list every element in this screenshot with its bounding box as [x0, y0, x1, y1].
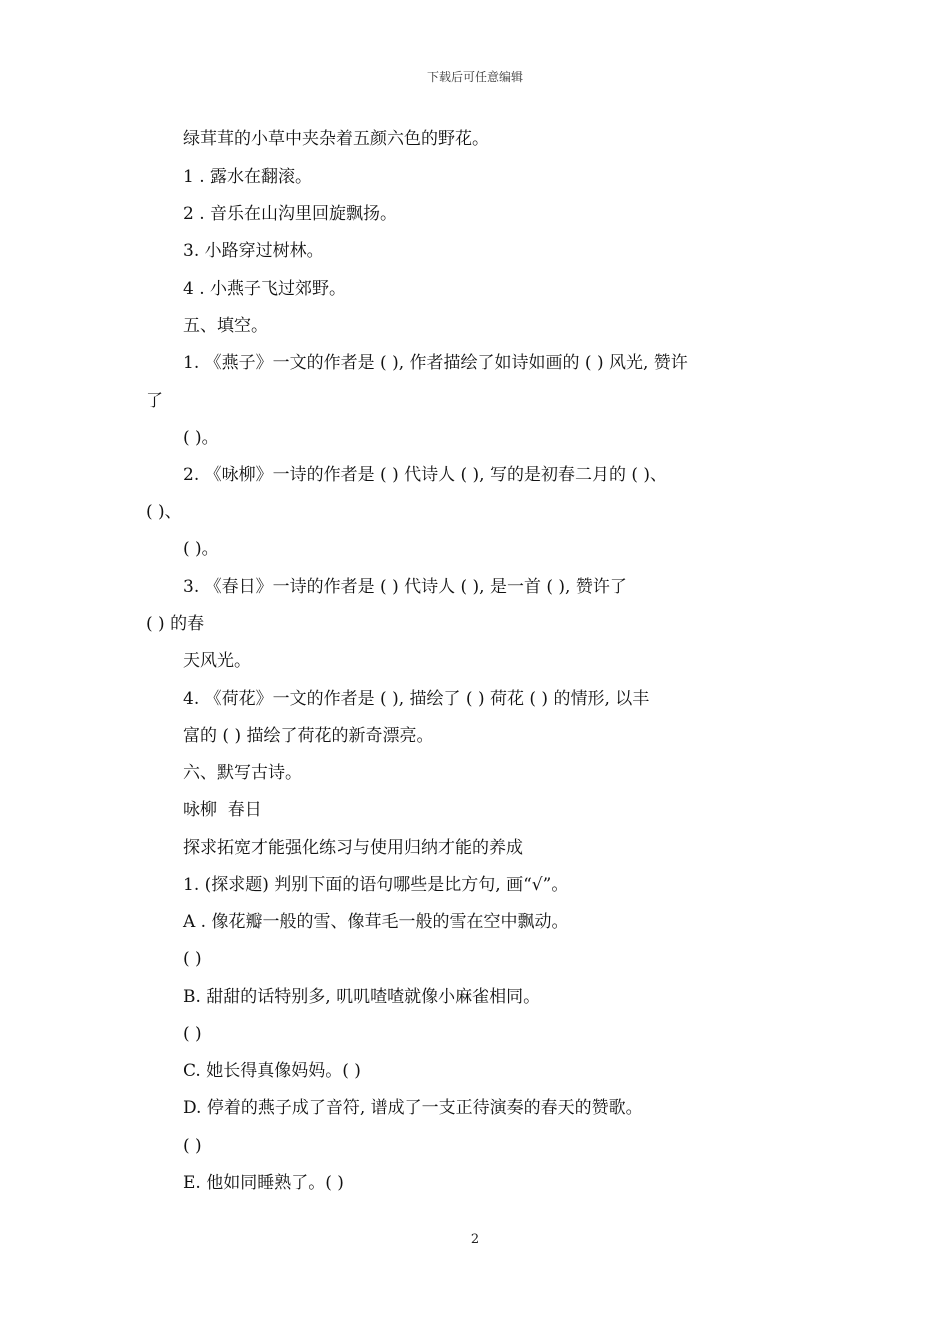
text-line: ( )、	[146, 502, 182, 522]
text-line: ( )	[183, 1136, 202, 1156]
text-line: 探求拓宽才能强化练习与使用归纳才能的养成	[183, 838, 523, 858]
text-line: 4 . 小燕子飞过郊野。	[183, 279, 347, 299]
text-line: 咏柳 春日	[183, 800, 262, 820]
text-line: 1. (探求题) 判别下面的语句哪些是比方句, 画“√”。	[183, 875, 569, 895]
text-line: 1. 《燕子》一文的作者是 ( ), 作者描绘了如诗如画的 ( ) 风光, 赞许	[183, 353, 688, 373]
text-line: C. 她长得真像妈妈。( )	[183, 1061, 361, 1081]
text-line: 2. 《咏柳》一诗的作者是 ( ) 代诗人 ( ), 写的是初春二月的 ( )、	[183, 465, 668, 485]
text-line: 绿茸茸的小草中夹杂着五颜六色的野花。	[183, 129, 489, 149]
text-line: D. 停着的燕子成了音符, 谱成了一支正待演奏的春天的赞歌。	[183, 1098, 643, 1118]
text-line: 4. 《荷花》一文的作者是 ( ), 描绘了 ( ) 荷花 ( ) 的情形, 以丰	[183, 689, 650, 709]
text-line: 了	[146, 391, 163, 411]
text-line: ( ) 的春	[146, 614, 205, 634]
text-line: 天风光。	[183, 651, 251, 671]
text-line: 五、填空。	[183, 316, 268, 336]
text-line: B. 甜甜的话特别多, 叽叽喳喳就像小麻雀相同。	[183, 987, 541, 1007]
text-line: 1 . 露水在翻滚。	[183, 167, 313, 187]
text-line: ( )。	[183, 428, 219, 448]
text-line: 3. 《春日》一诗的作者是 ( ) 代诗人 ( ), 是一首 ( ), 赞许了	[183, 577, 627, 597]
page-number: 2	[470, 1232, 480, 1247]
text-line: 3. 小路穿过树林。	[183, 241, 324, 261]
text-line: 六、默写古诗。	[183, 763, 302, 783]
text-line: E. 他如同睡熟了。( )	[183, 1173, 344, 1193]
text-line: 富的 ( ) 描绘了荷花的新奇漂亮。	[183, 726, 434, 746]
text-line: 2 . 音乐在山沟里回旋飘扬。	[183, 204, 398, 224]
text-line: ( )	[183, 1024, 202, 1044]
text-line: A . 像花瓣一般的雪、像茸毛一般的雪在空中飘动。	[183, 912, 569, 932]
text-line: ( )	[183, 949, 202, 969]
page-header-note: 下载后可任意编辑	[426, 70, 523, 84]
text-line: ( )。	[183, 539, 219, 559]
